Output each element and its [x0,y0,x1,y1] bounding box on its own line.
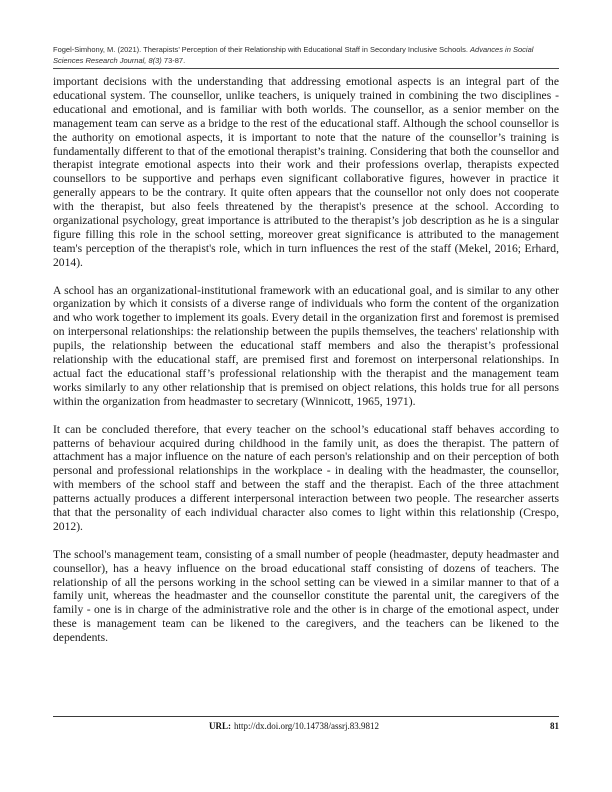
url-label: URL: [208,721,231,731]
citation-text: Fogel-Simhony, M. (2021). Therapists’ Perception of their Relationship with Educational Staff in Secondary Inclusive Schools. [53,45,471,54]
paragraph-1: important decisions with the understanding that addressing emotional aspects is an integral part of the educational system. The counsellor, unlike teachers, is uniquely trained in combining the two disciplines - educational and emotional, and is familiar with both worlds. The counsellor, as a senior member on the management team can serve as a bridge to the rest of the educational staff. Although the school counsellor is the authority on emotional aspects, it is important to note that the nature of the counsellor’s training is fundamentally different to that of the emotional therapist’s training. Considering that both the counsellor and therapist integrate emotional aspects into their work and their professions overlap, therapists expected counsellors to be supportive and perhaps even significant collaborative figures, however in practice it generally appears to be the contrary. It quite often appears that the counsellor not only does not cooperate with the therapist, but also feels threatened by the therapist's presence at the school. According to organizational psychology, great importance is attributed to the therapist’s job description as he is a singular figure filling this role in the school setting, moreover great significance is attributed to the management team's perception of the therapist's role, which in turn influences the rest of the staff (Mekel, 2016; Erhard, 2014). [53,75,559,269]
article-body [53,75,559,659]
page-number: 81 [550,721,559,731]
running-header-citation [53,44,559,69]
paragraph-3: It can be concluded therefore, that every teacher on the school’s educational staff behaves according to patterns of behaviour acquired during childhood in the family unit, as does the therapist. The pattern of attachment has a major influence on the nature of each person's relationship and on their perception of both personal and professional relationships in the workplace - in dealing with the headmaster, the counsellor, with members of the school staff and between the staff and the therapist. Each of the three attachment patterns actually produces a different interpersonal interaction between two people. The researcher asserts that that the personality of each individual character also comes to light within this relationship (Crespo, 2012). [53,422,559,533]
paragraph-4: The school's management team, consisting of a small number of people (headmaster, deputy headmaster and counsellor), has a heavy influence on the broad educational staff consisting of dozens of teachers. The relationship of all the persons working in the school setting can be viewed in a similar manner to that of a family unit, whereas the headmaster and the counsellor constitute the parental unit, the caregivers of the family - one is in charge of the administrative role and the other is in charge of the emotional aspect, under these is management team can be likened to the caregivers, and the teachers can be likened to the dependents. [53,547,559,645]
citation-pages: 73-87. [161,56,186,65]
url-link[interactable]: http://dx.doi.org/10.14738/assrj.83.9812 [233,721,380,731]
page-footer [53,716,559,731]
paragraph-2: A school has an organizational-institutional framework with an educational goal, and is similar to any other organization by which it consists of a diverse range of individuals who form the content of the organization and who work together to implement its goals. Every detail in the organization first and foremost is premised on interpersonal relationships: the relationship between the pupils themselves, the teachers' relationship with pupils, the relationship between the educational staff members and also the therapist’s professional relationship with the educational staff, are premised first and foremost on interpersonal relationships. In actual fact the educational staff’s professional relationship with the therapist and the management team works similarly to any other relationship that is premised on object relations, this holds true for all persons within the organization from headmaster to secretary (Winnicott, 1965, 1971). [53,283,559,408]
citation-journal-name: Advances in Social Sciences Research Journal, 8(3) [53,45,534,65]
doi-url [53,721,535,731]
